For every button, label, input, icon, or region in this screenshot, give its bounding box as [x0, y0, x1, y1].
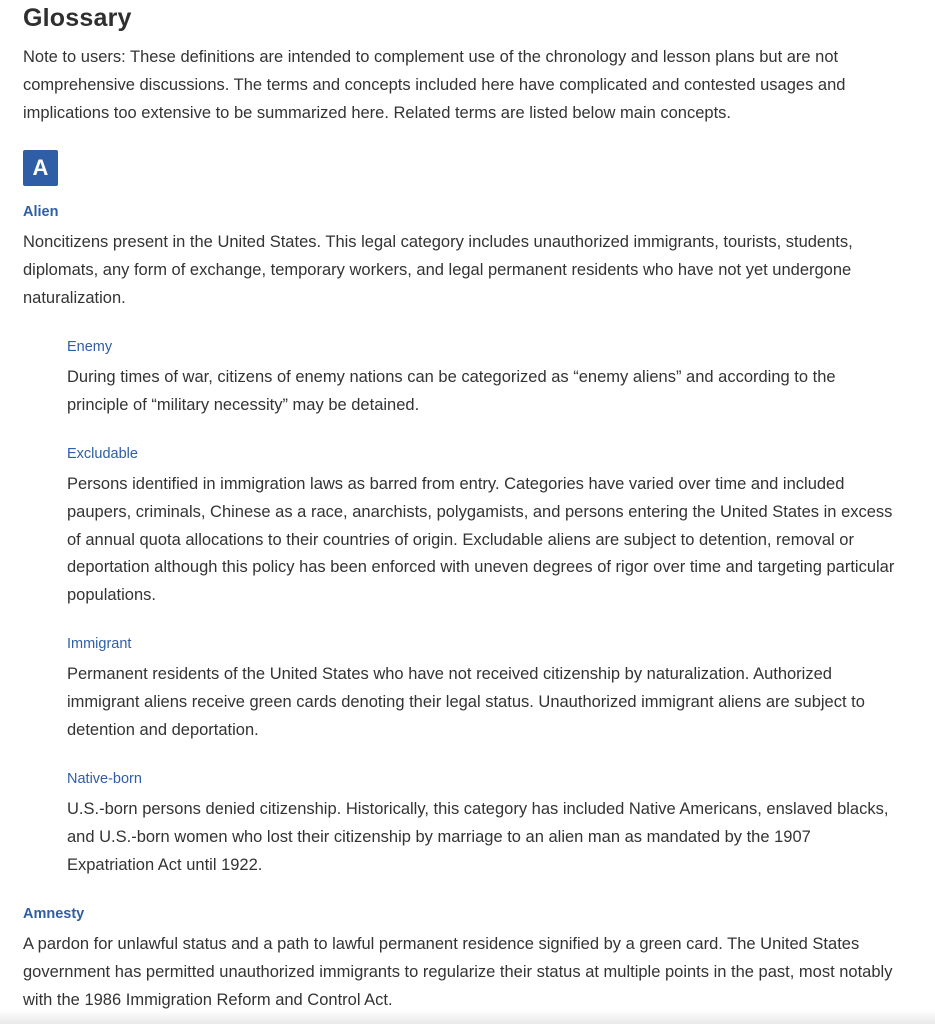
bottom-fade: [0, 1010, 935, 1024]
subdefinition-immigrant: Permanent residents of the United States who have not received citizenship by naturalization. Authorized immigrant aliens receive green cards denoting their legal status. Unauthorized immigrant aliens are subject to detention and deportation.: [67, 665, 865, 739]
subterm-enemy: Enemy: [67, 339, 113, 355]
term-alien: Alien: [23, 204, 59, 220]
note-to-users: Note to users: These definitions are intended to complement use of the chronology and lesson plans but are not comprehensive discussions. The terms and concepts included here have complicated and contested usages and implications too extensive to be summarized here. Related terms are listed below main concepts.: [23, 48, 846, 122]
letter-badge-a[interactable]: A: [23, 150, 58, 186]
definition-amnesty: A pardon for unlawful status and a path to lawful permanent residence signified by a green card. The United States government has permitted unauthorized immigrants to regularize their status at multiple points in the past, most notably with the 1986 Immigration Reform and Control Act.: [23, 935, 893, 1009]
subterm-native-born: Native-born: [67, 771, 142, 787]
subdefinition-excludable: Persons identified in immigration laws as barred from entry. Categories have varied over time and included paupers, criminals, Chinese as a race, anarchists, polygamists, and persons entering the United States in excess of annual quota allocations to their countries of origin. Excludable aliens are subject to detention, removal or deportation although this policy has been enforced with uneven degrees of rigor over time and targeting particular populations.: [67, 475, 895, 605]
term-amnesty: Amnesty: [23, 906, 85, 922]
subdefinition-native-born: U.S.-born persons denied citizenship. Historically, this category has included Native Americans, enslaved blacks, and U.S.-born women who lost their citizenship by marriage to an alien man as mandated by the 1907 Expatriation Act until 1922.: [67, 800, 889, 874]
subterm-excludable: Excludable: [67, 446, 138, 462]
subterm-immigrant: Immigrant: [67, 636, 132, 652]
page-title: Glossary: [23, 4, 132, 32]
subdefinition-enemy: During times of war, citizens of enemy nations can be categorized as “enemy aliens” and according to the principle of “military necessity” may be detained.: [67, 368, 836, 414]
definition-alien: Noncitizens present in the United States. This legal category includes unauthorized immigrants, tourists, students, diplomats, any form of exchange, temporary workers, and legal permanent residents who have not yet undergone naturalization.: [23, 233, 853, 307]
